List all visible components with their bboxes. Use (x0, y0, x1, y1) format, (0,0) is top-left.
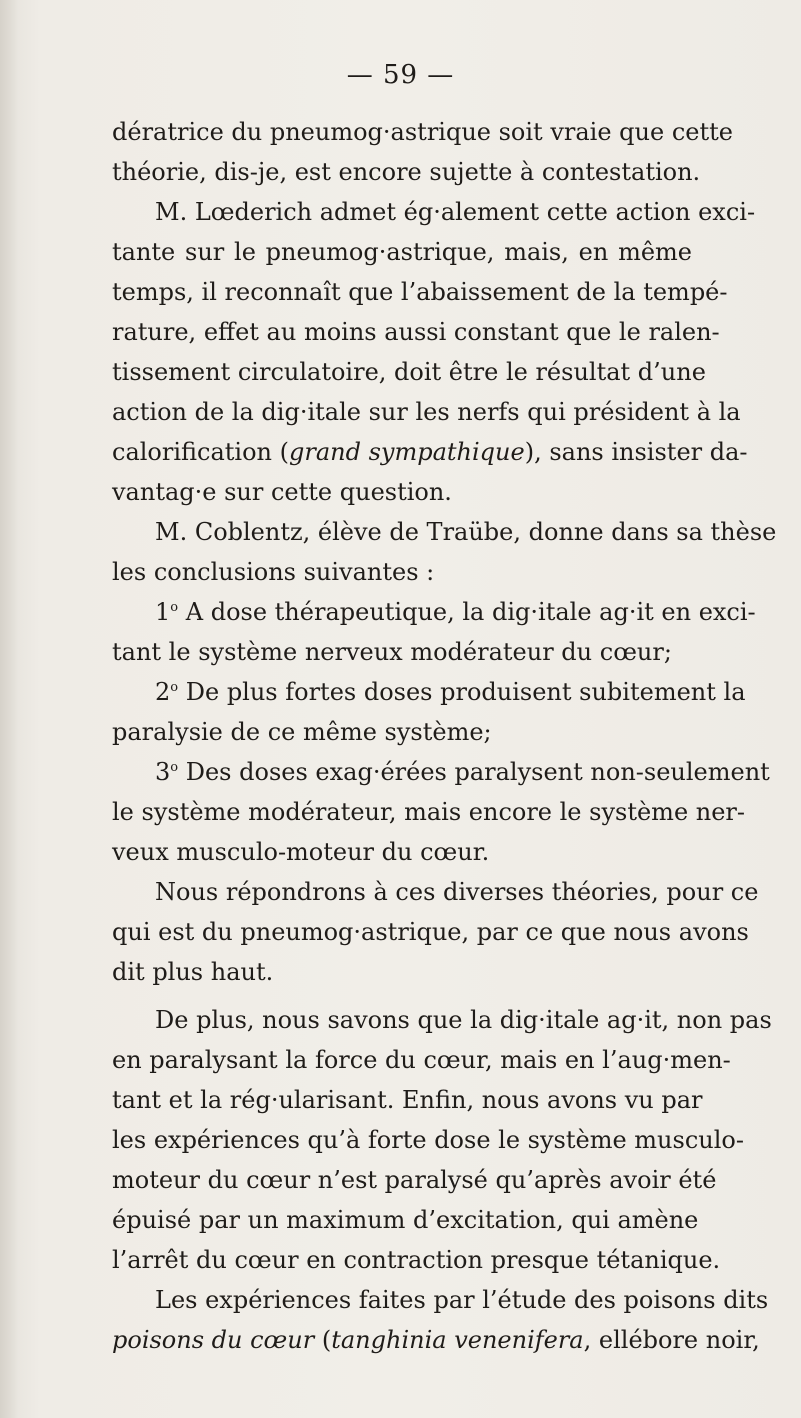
text-line: moteur du cœur n’est paralysé qu’après avoir été (112, 1166, 717, 1194)
text-line: le système modérateur, mais encore le système ner- (112, 798, 746, 826)
text-line: vantag·e sur cette question. (112, 478, 452, 506)
list-item-2 (155, 672, 746, 712)
text-line: tissement circulatoire, doit être le résultat d’une (112, 358, 706, 386)
text-line (112, 1320, 760, 1360)
text-line: épuisé par un maximum d’excitation, qui amène (112, 1206, 699, 1234)
text-span: A dose thérapeutique, la dig·itale ag·it en exci- (178, 598, 756, 626)
text-span: calorification ( (112, 438, 289, 466)
text-line: M. Lœderich admet ég·alement cette action exci- (155, 198, 756, 226)
text-line: tant le système nerveux modérateur du cœur; (112, 638, 672, 666)
text-line: De plus, nous savons que la dig·itale ag·it, non pas (155, 1006, 772, 1034)
italic-term: poisons du cœur (112, 1326, 315, 1354)
ordinal-mark: o (170, 600, 179, 615)
page-gutter-shadow (0, 0, 18, 1418)
text-span: Des doses exag·érées paralysent non-seulement (178, 758, 770, 786)
list-item-3 (155, 752, 770, 792)
text-line: les expériences qu’à forte dose le système musculo- (112, 1126, 744, 1154)
text-line: théorie, dis-je, est encore sujette à contestation. (112, 158, 701, 186)
text-line: paralysie de ce même système; (112, 718, 492, 746)
text-span: , ellébore noir, (583, 1326, 760, 1354)
ordinal-mark: o (170, 680, 179, 695)
italic-term: tanghinia venenifera (331, 1326, 584, 1354)
item-number: 2 (155, 678, 171, 706)
text-span: ), sans insister da- (524, 438, 748, 466)
text-line: action de la dig·itale sur les nerfs qui président à la (112, 398, 741, 426)
text-span: De plus fortes doses produisent subitement la (178, 678, 746, 706)
text-line: Les expériences faites par l’étude des poisons dits (155, 1286, 769, 1314)
text-line: en paralysant la force du cœur, mais en l’aug·men- (112, 1046, 731, 1074)
text-line: l’arrêt du cœur en contraction presque tétanique. (112, 1246, 721, 1274)
text-span: ( (314, 1326, 332, 1354)
text-line: M. Coblentz, élève de Traübe, donne dans sa thèse (155, 518, 777, 546)
italic-term: grand sympathique (289, 438, 525, 466)
text-line: temps, il reconnaît que l’abaissement de la tempé- (112, 278, 728, 306)
text-line: veux musculo-moteur du cœur. (112, 838, 490, 866)
page-number: — 59 — (346, 60, 455, 90)
text-line: tante sur le pneumog·astrique, mais, en même (112, 238, 692, 266)
text-line: dératrice du pneumog·astrique soit vraie que cette (112, 118, 733, 146)
item-number: 1 (155, 598, 171, 626)
text-line: dit plus haut. (112, 958, 274, 986)
list-item-1 (155, 592, 756, 632)
text-line: les conclusions suivantes : (112, 558, 435, 586)
ordinal-mark: o (170, 760, 179, 775)
item-number: 3 (155, 758, 171, 786)
text-line: rature, effet au moins aussi constant que le ralen- (112, 318, 720, 346)
text-line: qui est du pneumog·astrique, par ce que nous avons (112, 918, 749, 946)
text-line: Nous répondrons à ces diverses théories, pour ce (155, 878, 759, 906)
text-line: tant et la rég·ularisant. Enfin, nous avons vu par (112, 1086, 703, 1114)
text-line (112, 432, 748, 472)
